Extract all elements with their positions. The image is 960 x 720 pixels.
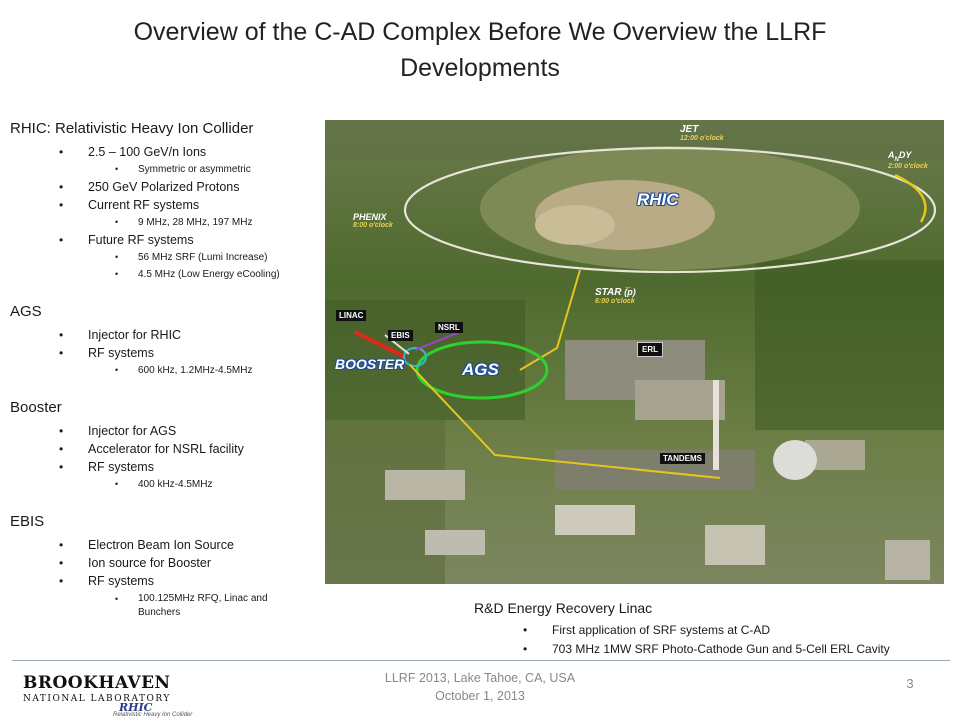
footer-line-1: LLRF 2013, Lake Tahoe, CA, USA <box>384 671 576 685</box>
bullet: • Current RF systems <box>10 196 320 214</box>
label-phenix: PHENIX 8:00 o'clock <box>353 212 393 229</box>
label-tandems: TANDEMS <box>660 453 705 464</box>
page-number: 3 <box>906 676 914 691</box>
rd-heading: R&D Energy Recovery Linac <box>474 600 653 616</box>
bullet: • Ion source for Booster <box>10 554 320 572</box>
label-nsrl: NSRL <box>435 322 463 333</box>
bullet: • Injector for RHIC <box>10 326 320 344</box>
bullet: • RF systems <box>10 458 320 476</box>
title-line-1: Overview of the C-AD Complex Before We Overview the LLRF <box>133 18 827 46</box>
brookhaven-logo: BROOKHAVEN NATIONAL LABORATORY RHIC Relativistic Heavy Ion Collider <box>23 673 193 718</box>
section-rhic <box>10 118 320 283</box>
bullet: • RF systems <box>10 344 320 362</box>
label-ags: AGS <box>462 360 499 379</box>
slide-title <box>60 14 900 86</box>
stack <box>713 380 719 470</box>
sub-bullet: • 400 kHz-4.5MHz <box>10 476 320 493</box>
sub-bullet-line-1: 100.125MHz RFQ, Linac and <box>138 593 268 604</box>
rd-bullet: • 703 MHz 1MW SRF Photo-Cathode Gun and 5-Cell ERL Cavity <box>0 640 954 659</box>
section-ags <box>10 301 320 379</box>
bullet: • 250 GeV Polarized Protons <box>10 178 320 196</box>
section-heading: Booster <box>10 399 62 416</box>
section-heading: AGS <box>10 303 42 320</box>
section-heading: RHIC: Relativistic Heavy Ion Collider <box>10 120 254 137</box>
bullet: • Future RF systems <box>10 231 320 249</box>
rd-bullet: • First application of SRF systems at C-AD <box>0 621 954 640</box>
label-jet: JET 12:00 o'clock <box>680 124 724 142</box>
label-star: STAR (̅p) 6:00 o'clock <box>595 287 636 305</box>
footer-divider <box>12 660 950 661</box>
label-ebis: EBIS <box>388 330 413 341</box>
facility-list <box>10 118 320 622</box>
dome <box>773 440 817 480</box>
sub-bullet: • 600 kHz, 1.2MHz-4.5MHz <box>10 362 320 379</box>
label-linac: LINAC <box>336 310 366 321</box>
section-booster <box>10 397 320 493</box>
sub-bullet <box>10 590 320 622</box>
label-erl: ERL <box>637 342 663 357</box>
section-ebis <box>10 511 320 622</box>
footer-conference <box>330 669 630 705</box>
sub-bullet: • 9 MHz, 28 MHz, 197 MHz <box>10 214 320 231</box>
sub-bullet-line-2: Bunchers <box>138 607 181 618</box>
section-heading: EBIS <box>10 513 45 530</box>
bullet: • Injector for AGS <box>10 422 320 440</box>
rd-erl-section <box>474 598 954 659</box>
bullet: • Electron Beam Ion Source <box>10 536 320 554</box>
label-rhic: RHIC <box>637 190 679 209</box>
title-line-2: Developments <box>400 54 560 82</box>
bullet: • RF systems <box>10 572 320 590</box>
sub-bullet: • 56 MHz SRF (Lumi Increase) <box>10 249 320 266</box>
label-andy: $A_NDY$ 2:00 o'clock <box>888 150 928 170</box>
footer-line-2: October 1, 2013 <box>435 689 525 703</box>
sub-bullet: • Symmetric or asymmetric <box>10 161 320 178</box>
sub-bullet: • 4.5 MHz (Low Energy eCooling) <box>10 266 320 283</box>
bullet: • Accelerator for NSRL facility <box>10 440 320 458</box>
label-booster: BOOSTER <box>335 356 405 372</box>
bullet: • 2.5 – 100 GeV/n Ions <box>10 143 320 161</box>
aerial-photo-cad-complex <box>325 120 944 584</box>
